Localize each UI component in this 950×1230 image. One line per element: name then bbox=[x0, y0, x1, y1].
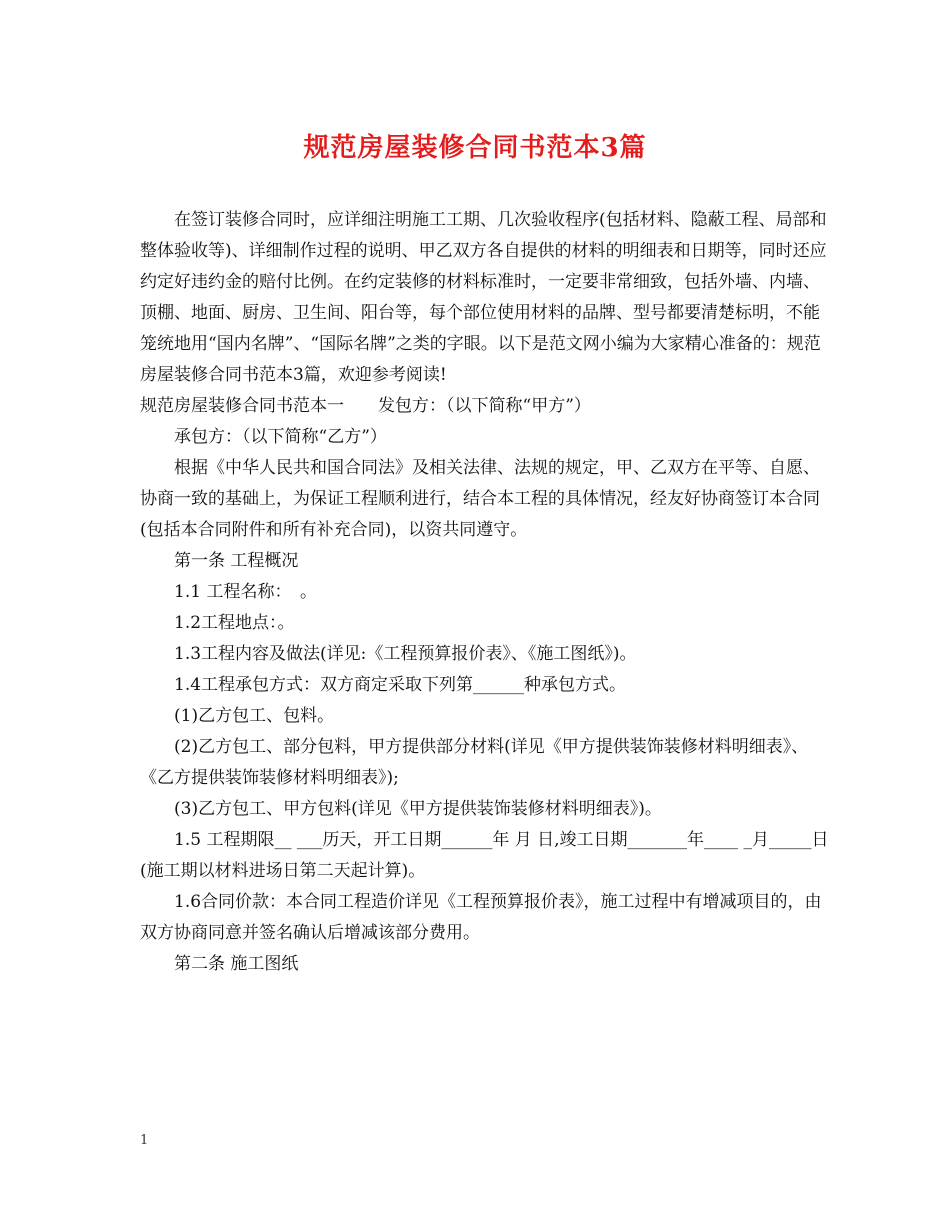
clause-1-6: 1.6合同价款：本合同工程造价详见《工程预算报价表》，施工过程中有增减项目的，由双方协商同意并签名确认后增减该部分费用。 bbox=[140, 892, 822, 943]
article-2-heading: 第二条 施工图纸 bbox=[174, 954, 299, 974]
document-title: 规范房屋装修合同书范本3篇 bbox=[303, 133, 647, 163]
clause-1-1: 1.1 工程名称： 。 bbox=[174, 582, 317, 602]
article-1-heading: 第一条 工程概况 bbox=[174, 551, 299, 571]
option-3: (3)乙方包工、甲方包料(详见《甲方提供装饰装修材料明细表》)。 bbox=[174, 799, 662, 819]
page-number: 1 bbox=[140, 1133, 149, 1148]
clause-1-5: 1.5 工程期限__ ___历天，开工日期______年 月 日,竣工日期_______年____ _月_____日(施工期以材料进场日第二天起计算)。 bbox=[140, 830, 829, 881]
legal-basis-paragraph: 根据《中华人民共和国合同法》及相关法律、法规的规定，甲、乙双方在平等、自愿、协商一致的基础上，为保证工程顺利进行，结合本工程的具体情况，经友好协商签订本合同(包括本合同附件和所有补充合同)，以资共同遵守。 bbox=[140, 458, 820, 540]
clause-1-2: 1.2工程地点：。 bbox=[174, 613, 295, 633]
intro-paragraph: 在签订装修合同时，应详细注明施工工期、几次验收程序(包括材料、隐蔽工程、局部和整体验收等)、详细制作过程的说明、甲乙双方各自提供的材料的明细表和日期等，同时还应约定好违约金的赔付比例。在约定装修的材料标准时，一定要非常细致，包括外墙、内墙、顶棚、地面、厨房、卫生间、阳台等，每个部位使用材料的品牌、型号都要清楚标明，不能笼统地用“国内名牌”、“国际名牌”之类的字眼。以下是范文网小编为大家精心准备的：规范房屋装修合同书范本3篇，欢迎参考阅读! bbox=[140, 210, 827, 385]
document-body bbox=[140, 205, 830, 980]
contract-heading-line: 规范房屋装修合同书范本一 发包方：（以下简称“甲方”） bbox=[140, 396, 591, 416]
clause-1-4: 1.4工程承包方式：双方商定采取下列第______种承包方式。 bbox=[174, 675, 627, 695]
clause-1-3: 1.3工程内容及做法(详见:《工程预算报价表》、《施工图纸》)。 bbox=[174, 644, 637, 664]
option-1: (1)乙方包工、包料。 bbox=[174, 706, 335, 726]
contractor-line: 承包方：（以下简称“乙方”） bbox=[174, 427, 387, 447]
option-2: (2)乙方包工、部分包料，甲方提供部分材料(详见《甲方提供装饰装修材料明细表》、《乙方提供装饰装修材料明细表》); bbox=[140, 737, 809, 788]
